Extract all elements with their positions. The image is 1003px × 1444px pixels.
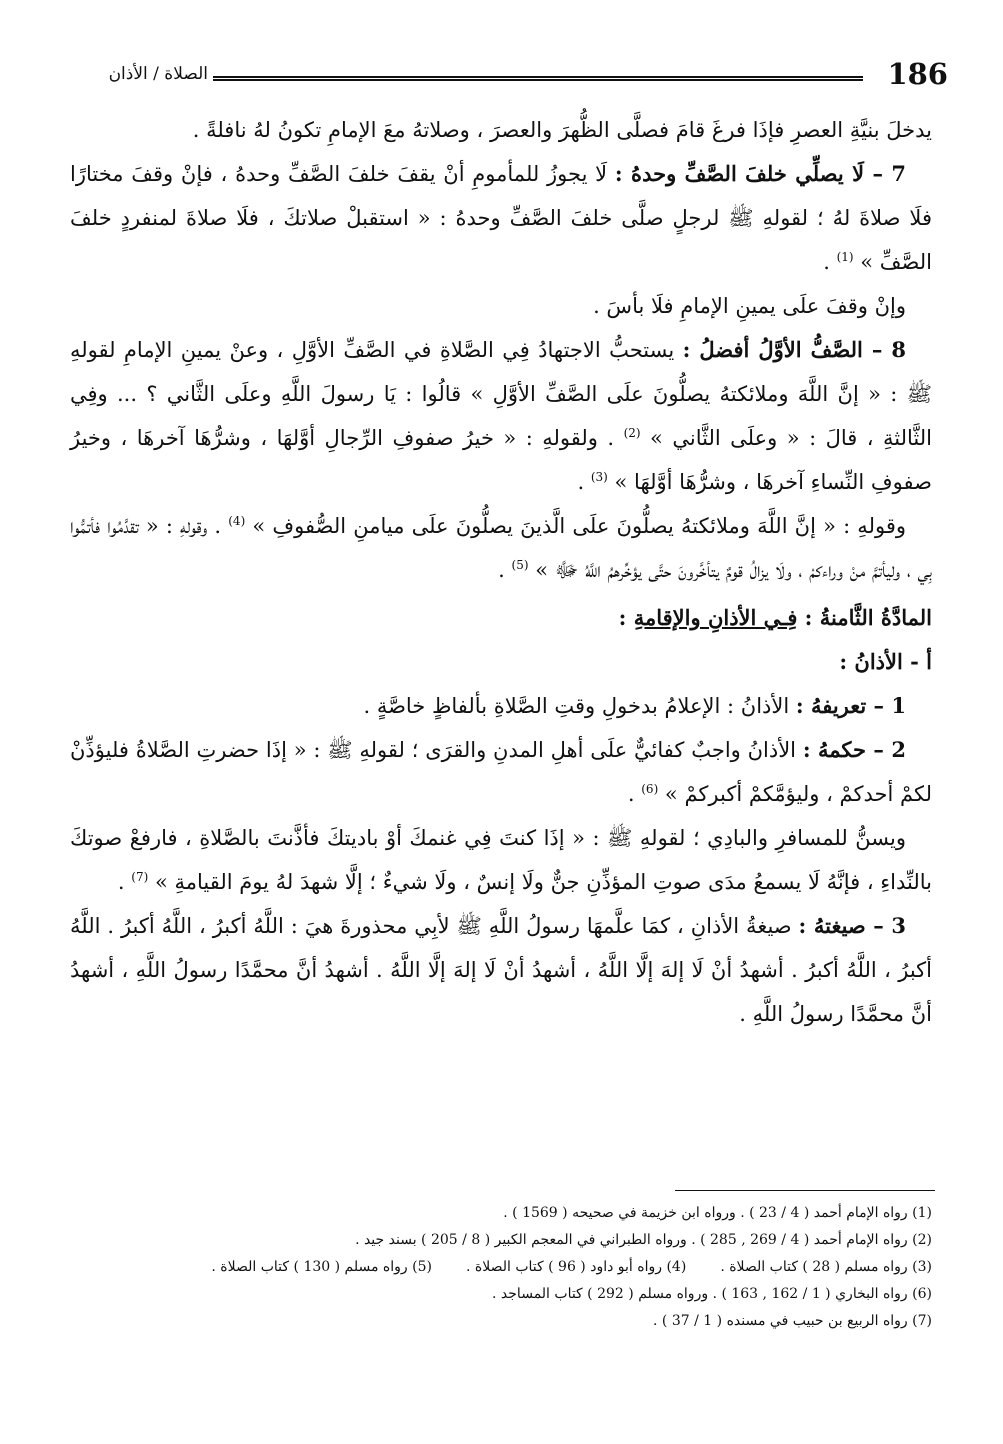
subsection-title: أ - الأذانُ [854, 649, 932, 674]
footnote-ref: (1) [836, 250, 854, 264]
paragraph-heading: 7 – لَا يصلِّي خلفَ الصَّفِّ وحدهُ : [614, 161, 907, 186]
paragraph-text: . ولقولهِ : « خيرُ صفوفِ الرِّجالِ أوَّلهَا ، وشرُّهَا آخرهَا ، وخيرُ صفوفِ النِّساءِ آخرهَا ، وشرُّهَا أوَّلهَا » [70, 426, 932, 494]
paragraph-heading: 8 – الصَّفُّ الأوَّلُ أفضلُ : [682, 337, 907, 362]
footnote: (5) رواه مسلم ( 130 ) كتاب الصلاة . [211, 1259, 432, 1275]
footnote: (4) رواه أبو داود ( 96 ) كتاب الصلاة . [465, 1259, 687, 1275]
subsection-heading [70, 640, 932, 684]
paragraph-heading: 1 – تعريفهُ : [795, 693, 906, 718]
paragraph-text: لَا يجوزُ للمأمومِ أنْ يقفَ خلفَ الصَّفِّ وحدهُ ، فإنْ وقفَ مختارًا فلَا صلاةَ لهُ ؛ لقولهِ ﷺ لرجلٍ صلَّى خلفَ الصَّفِّ وحدهُ : « استقبلْ صلاتكَ ، فلَا صلاةَ لمنفردٍ خلفَ الصَّفِّ » [70, 162, 932, 274]
section-label: المادَّةُ الثَّامنةُ [819, 605, 932, 630]
paragraph-end: . [577, 470, 591, 494]
paragraph-text: صيغةُ الأذانِ ، كمَا علَّمهَا رسولُ اللَّهِ ﷺ لأبِي محذورةَ هيَ : اللَّهُ أكبرُ ، اللَّهُ أكبرُ . اللَّهُ أكبرُ ، اللَّهُ أكبرُ . أشهدُ أنْ لَا إلهَ إلَّا اللَّهُ ، أشهدُ أنْ لَا إلهَ إلَّا اللَّهُ . أشهدُ أنَّ محمَّدًا رسولُ اللَّهِ ، أشهدُ أنَّ محمَّدًا رسولُ اللَّهِ . [70, 914, 932, 1026]
footnote: (2) رواه الإمام أحمد ( 4 / 269 , 285 ) . ورواه الطبراني في المعجم الكبير ( 8 / 205 ) بسند جيد . [355, 1232, 932, 1248]
paragraph-text: الأذانُ : الإعلامُ بدخولِ وقتِ الصَّلاةِ بألفاظٍ خاصَّةٍ . [363, 694, 796, 718]
paragraph [70, 284, 932, 328]
paragraph [70, 108, 932, 152]
footnote-ref: (5) [511, 558, 529, 572]
paragraph-heading: 2 – حكمهُ : [802, 737, 906, 762]
footnote: (3) رواه مسلم ( 28 ) كتاب الصلاة . [720, 1259, 932, 1275]
paragraph [70, 728, 932, 816]
paragraph-text: وإنْ وقفَ علَى يمينِ الإمامِ فلَا بأسَ . [593, 294, 906, 318]
paragraph [70, 504, 932, 592]
paragraph-end: . [498, 558, 512, 582]
footnote-ref: (7) [131, 870, 149, 884]
section-heading [70, 596, 932, 640]
paragraph [70, 328, 932, 504]
paragraph-text: يدخلَ بنيَّةِ العصرِ فإذَا فرغَ قامَ فصلَّى الظُّهرَ والعصرَ ، وصلاتهُ معَ الإمامِ تكونُ لهُ نافلةً . [192, 118, 932, 142]
footnote-ref: (2) [623, 426, 641, 440]
footnote-ref: (4) [228, 514, 246, 528]
paragraph-heading: 3 – صيغتهُ : [798, 913, 906, 938]
paragraph-end: . [117, 870, 132, 894]
paragraph-text: . وقولهِ : « تقدَّمُوا فأتمُّوا بِي ، وليأتمَّ منْ وراءكمْ ، ولَا يزالُ قومٌ يتأخَّرونَ حتَّى يؤخِّرهمُ اللَّهُ ﷻ » [70, 514, 932, 582]
header-rule [213, 76, 863, 81]
section-separator: : [797, 605, 820, 630]
footnote: (7) رواه الربيع بن حبيب في مسنده ( 1 / 37 ) . [653, 1313, 932, 1329]
main-text [70, 108, 932, 1036]
paragraph [70, 904, 932, 1036]
paragraph-end: . [823, 250, 837, 274]
paragraph-text: يستحبُّ الاجتهادُ فِي الصَّلاةِ في الصَّفِّ الأوَّلِ ، وعنْ يمينِ الإمامِ لقولهِ ﷺ : « إنَّ اللَّهَ وملائكتهُ يصلُّونَ علَى الصَّفِّ الأوَّلِ » قالُوا : يَا رسولَ اللَّهِ وعلَى الثَّاني ؟ ... وفِي الثَّالثةِ ، قالَ : « وعلَى الثَّاني » [70, 338, 932, 450]
page-number: 186 [887, 57, 948, 91]
paragraph [70, 816, 932, 904]
paragraph [70, 684, 932, 728]
footnote: (1) رواه الإمام أحمد ( 4 / 23 ) . ورواه ابن خزيمة في صحيحه ( 1569 ) . [503, 1205, 932, 1221]
footnote-rule [675, 1190, 935, 1191]
paragraph-text: وقولهِ : « إنَّ اللَّهَ وملائكتهُ يصلُّونَ علَى الَّذينَ يصلُّونَ علَى ميامنِ الصُّفوفِ » [245, 514, 906, 538]
paragraph-end: . [627, 782, 642, 806]
subsection-end: : [839, 649, 855, 674]
paragraph [70, 152, 932, 284]
footnote-ref: (6) [641, 782, 659, 796]
footnote: (6) رواه البخاري ( 1 / 162 , 163 ) . ورواه مسلم ( 292 ) كتاب المساجد . [492, 1286, 932, 1302]
running-title: الصلاة / الأذان [108, 64, 208, 84]
section-title: فِـي الأذانِ والإقامةِ [633, 605, 798, 630]
page-header [58, 56, 948, 96]
footnote-row [70, 1254, 932, 1281]
footnotes [70, 1200, 932, 1335]
paragraph-text: ويسنُّ للمسافرِ والبادِي ؛ لقولهِ ﷺ : « إذَا كنتَ فِي غنمكَ أوْ باديتكَ فأذَّنتَ بالصَّلاةِ ، فارفعْ صوتكَ بالنِّداءِ ، فإنَّهُ لَا يسمعُ مدَى صوتِ المؤذِّنِ جنٌّ ولَا إنسٌ ، ولَا شيءٌ ؛ إلَّا شهدَ لهُ يومَ القيامةِ » [70, 826, 932, 894]
section-end: : [618, 605, 634, 630]
paragraph-text: الأذانُ واجبٌ كفائيٌّ علَى أهلِ المدنِ والقرَى ؛ لقولهِ ﷺ : « إذَا حضرتِ الصَّلاةُ فليؤذِّنْ لكمْ أحدكمْ ، وليؤمَّكمْ أكبركمْ » [70, 738, 932, 806]
footnote-ref: (3) [590, 470, 608, 484]
